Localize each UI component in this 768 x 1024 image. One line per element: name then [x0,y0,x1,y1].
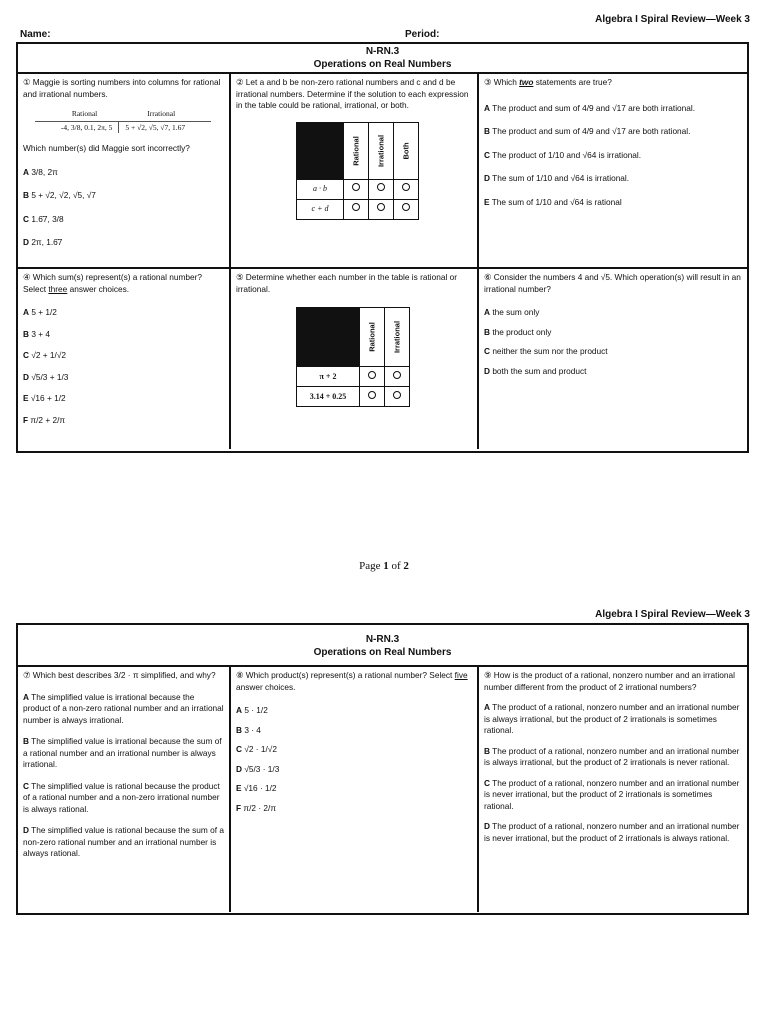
question-6 [477,269,747,449]
answer-bubble[interactable] [402,183,410,191]
header-irrational: Irrational [385,308,410,367]
page-number [0,560,768,572]
option-b[interactable]: B The product and sum of 4/9 and √17 are both rational. [484,126,691,136]
row-label: 3.14 + 0.25 [297,387,360,407]
question-5 [229,269,477,449]
question-2 [229,74,477,267]
option-e[interactable]: E √16 · 1/2 [236,783,277,793]
question-text: Consider the numbers 4 and √5. Which operation(s) will result in an irrational number? [484,272,741,294]
question-9 [477,667,747,912]
page2-header-title: Algebra I Spiral Review—Week 3 [595,609,750,620]
option-c[interactable]: C neither the sum nor the product [484,346,608,356]
option-d[interactable]: D √5/3 + 1/3 [23,371,69,382]
question-number: ⑤ [236,272,244,282]
question-8 [229,667,477,912]
answer-bubble[interactable] [393,371,401,379]
answer-bubble[interactable] [352,203,360,211]
page-current: 1 [383,560,389,572]
question-text: Which product(s) represent(s) a rational number? Select [245,670,455,680]
option-d[interactable]: D both the sum and product [484,365,587,376]
answer-bubble[interactable] [402,203,410,211]
table-row [297,367,410,387]
question-number: ③ [484,77,492,87]
question-text: Let a and b be non-zero rational numbers and c and d be irrational numbers. Determine if the solution to each expression in the table could be rational, irrational, or both. [236,77,469,110]
question-number: ⑥ [484,272,492,282]
sort-table-values [35,121,211,134]
section-title [18,625,747,667]
question-number: ⑦ [23,670,31,680]
topic-title: Operations on Real Numbers [313,59,452,70]
standard-code: N-RN.3 [365,46,400,57]
row-label: c + d [297,199,344,219]
question-text-end: statements are true? [533,77,612,87]
name-label: Name: [20,29,51,40]
option-f[interactable]: F π/2 · 2/π [236,802,277,813]
header-rational: Rational [344,122,369,179]
question-number: ① [23,77,31,87]
emphasis-word: three [48,283,68,294]
period-label: Period: [405,29,440,40]
column-rational: Rational [71,109,98,118]
header-both: Both [394,122,419,179]
option-b[interactable]: B the product only [484,326,552,337]
table-corner [297,122,344,179]
option-c[interactable]: C The product of a rational, nonzero number and an irrational number is never irrational, but the product of 2 irrationals is sometimes rational. [484,777,740,811]
answer-bubble[interactable] [377,203,385,211]
question-row-3 [18,667,747,912]
answer-bubble[interactable] [368,371,376,379]
option-c[interactable]: C √2 + 1/√2 [23,350,67,360]
table-corner [297,308,360,367]
option-a[interactable]: A the sum only [484,307,540,317]
question-text: Which sum(s) represent(s) a rational number? Select [23,272,202,294]
question-number: ⑧ [236,670,244,680]
question-row-1 [18,74,747,269]
option-d[interactable]: D The simplified value is rational because the sum of a non-zero rational number and an irrational number is always rational. [23,825,224,858]
option-a[interactable]: A The product of a rational, nonzero number and an irrational number is always irrational, but the product of 2 irrationals is sometimes rational. [484,702,740,735]
header-irrational: Irrational [369,122,394,179]
option-c[interactable]: C The simplified value is rational because the product of a rational number and a non-zero irrational number is always rational. [23,780,220,814]
answer-bubble[interactable] [352,183,360,191]
question-number: ⑨ [484,670,492,680]
question-prompt: Which number(s) did Maggie sort incorrectly? [23,143,190,153]
topic-title: Operations on Real Numbers [313,647,452,658]
question-1 [18,74,229,267]
option-e[interactable]: E √16 + 1/2 [23,393,66,403]
question-text: Determine whether each number in the table is rational or irrational. [236,272,457,294]
standard-code: N-RN.3 [365,634,400,645]
rational-values: -4, 3/8, 0.1, 2π, 5 [60,122,113,132]
header-rational: Rational [360,308,385,367]
option-d[interactable]: D The sum of 1/10 and √64 is irrational. [484,173,630,183]
emphasis-word: five [454,670,468,680]
worksheet-page-1 [16,42,749,453]
table-row [297,199,419,219]
option-c[interactable]: C 1.6̄7, 3/8 [23,213,64,224]
option-b[interactable]: B 3 · 4 [236,724,261,735]
page1-header-title: Algebra I Spiral Review—Week 3 [595,14,750,25]
question-text: Which best describes 3/2 · π simplified, and why? [32,670,216,680]
worksheet-page-2 [16,623,749,915]
emphasis-word: two [519,77,534,87]
answer-bubble[interactable] [377,183,385,191]
question-7 [18,667,229,912]
classification-table [296,307,410,407]
sort-table-header [23,108,224,120]
option-a[interactable]: A The simplified value is irrational because the product of a non-zero rational number and an irrational number is always irrational. [23,691,224,725]
option-d[interactable]: D 2π, 1.6̄7 [23,237,63,247]
classification-table [296,122,419,220]
question-4 [18,269,229,449]
option-e[interactable]: E The sum of 1/10 and √64 is rational [484,196,622,207]
table-row [297,387,410,407]
row-label: a · b [297,179,344,199]
page-of: of [388,560,404,572]
column-irrational: Irrational [147,109,176,118]
table-row [297,179,419,199]
section-title [18,44,747,74]
page-prefix: Page [359,560,384,572]
irrational-values: 5 + √2, √5, √7, 1.67 [118,122,191,134]
question-text: Maggie is sorting numbers into columns for rational and irrational numbers. [23,77,221,99]
row-label: π + 2 [297,367,360,387]
option-a[interactable]: A 5 + 1/2 [23,307,57,317]
question-text-end: answer choices. [67,283,130,294]
question-3 [477,74,747,267]
option-c[interactable]: C The product of 1/10 and √64 is irrational. [484,149,642,160]
question-text-end: answer choices. [236,681,296,692]
option-a[interactable]: A 3/8, 2π [23,166,58,177]
option-b[interactable]: B 3 + 4 [23,328,50,339]
question-number: ② [236,77,244,87]
answer-bubble[interactable] [368,391,376,399]
option-d[interactable]: D √5/3 · 1/3 [236,763,280,774]
option-d[interactable]: D The product of a rational, nonzero number and an irrational number is never irrational, but the product of 2 irrationals is always rational. [484,821,740,843]
option-a[interactable]: A The product and sum of 4/9 and √17 are both irrational. [484,102,696,113]
question-text: Which [493,77,520,87]
option-f[interactable]: F π/2 + 2/π [23,414,66,425]
option-b[interactable]: B 5 + √2, √2, √5, √7 [23,190,96,200]
answer-bubble[interactable] [393,391,401,399]
question-row-2 [18,269,747,449]
page-total: 2 [403,560,409,572]
option-b[interactable]: B The simplified value is irrational because the sum of a rational number and an irrational number is always irrational. [23,736,222,769]
question-number: ④ [23,272,31,282]
option-a[interactable]: A 5 · 1/2 [236,705,268,715]
option-b[interactable]: B The product of a rational, nonzero number and an irrational number is always irrational, but the product of 2 irrationals is never rational. [484,745,740,767]
question-text: How is the product of a rational, nonzero number and an irrational number different from the product of 2 irrational numbers? [484,670,735,692]
option-c[interactable]: C √2 · 1/√2 [236,744,277,754]
